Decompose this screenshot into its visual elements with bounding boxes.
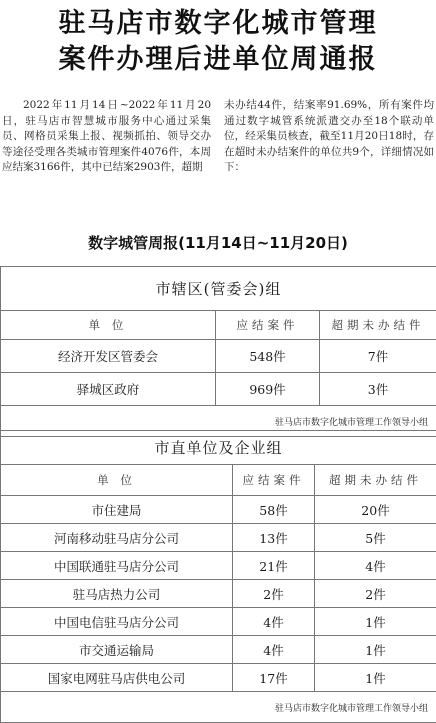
intro-paragraph <box>0 98 436 222</box>
due-cell: 4件 <box>233 636 315 664</box>
unit-cell: 国家电网驻马店供电公司 <box>1 664 233 692</box>
due-cell: 58件 <box>233 496 315 524</box>
intro-right-column: 未办结44件，结案率91.69%，所有案件均通过数字城管系统派遣交办至18个联动单位，经采集员核查，截至11月20日18时，存在超时未办结案件的单位共9个，详细情况如下： <box>224 98 434 176</box>
table-row <box>1 664 436 692</box>
unit-cell: 中国电信驻马店分公司 <box>1 608 233 636</box>
unit-cell: 中国联通驻马店分公司 <box>1 552 233 580</box>
headline-line-2: 案件办理后进单位周通报 <box>0 42 436 78</box>
table-row <box>1 580 436 608</box>
table-footer: 驻马店市数字化城市管理工作领导小组 <box>1 692 436 723</box>
overdue-cell: 3件 <box>320 373 436 406</box>
due-cell: 21件 <box>233 552 315 580</box>
due-cell: 969件 <box>216 373 320 406</box>
report-title: 数字城管周报(11月14日~11月20日) <box>0 232 436 253</box>
table-row <box>1 340 436 373</box>
overdue-cell: 5件 <box>315 524 436 552</box>
overdue-cell: 1件 <box>315 608 436 636</box>
due-cell: 548件 <box>216 340 320 373</box>
table-row <box>1 524 436 552</box>
table-row <box>1 496 436 524</box>
due-cell: 17件 <box>233 664 315 692</box>
overdue-cell: 20件 <box>315 496 436 524</box>
column-header-unit: 单 位 <box>1 311 216 340</box>
table-row <box>1 552 436 580</box>
column-header-overdue: 超期未办结件 <box>315 465 436 496</box>
unit-cell: 市住建局 <box>1 496 233 524</box>
intro-left-column: 2022年11月14日~2022年11月20日，驻马店市智慧城市服务中心通过采集员、网格员采集上报、视频抓拍、领导交办等途径受理各类城市管理案件4076件，本周应结案3166件，其中已结案2903件，超期 <box>2 98 211 176</box>
unit-cell: 经济开发区管委会 <box>1 340 216 373</box>
column-header-overdue: 超期未办结件 <box>320 311 436 340</box>
column-header-due: 应结案件 <box>233 465 315 496</box>
section-title: 市直单位及企业组 <box>1 431 436 465</box>
unit-cell: 市交通运输局 <box>1 636 233 664</box>
unit-cell: 驿城区政府 <box>1 373 216 406</box>
column-header-unit: 单 位 <box>1 465 233 496</box>
due-cell: 2件 <box>233 580 315 608</box>
overdue-cell: 4件 <box>315 552 436 580</box>
table-footer: 驻马店市数字化城市管理工作领导小组 <box>1 406 436 437</box>
due-cell: 13件 <box>233 524 315 552</box>
due-cell: 4件 <box>233 608 315 636</box>
section-title: 市辖区(管委会)组 <box>1 267 436 311</box>
table-row <box>1 636 436 664</box>
overdue-cell: 1件 <box>315 636 436 664</box>
municipal-group-table <box>0 430 436 723</box>
district-group-table <box>0 266 436 437</box>
overdue-cell: 2件 <box>315 580 436 608</box>
column-header-due: 应结案件 <box>216 311 320 340</box>
table-row <box>1 373 436 406</box>
overdue-cell: 7件 <box>320 340 436 373</box>
table-row <box>1 608 436 636</box>
headline-line-1: 驻马店市数字化城市管理 <box>0 0 436 42</box>
unit-cell: 驻马店热力公司 <box>1 580 233 608</box>
overdue-cell: 1件 <box>315 664 436 692</box>
unit-cell: 河南移动驻马店分公司 <box>1 524 233 552</box>
